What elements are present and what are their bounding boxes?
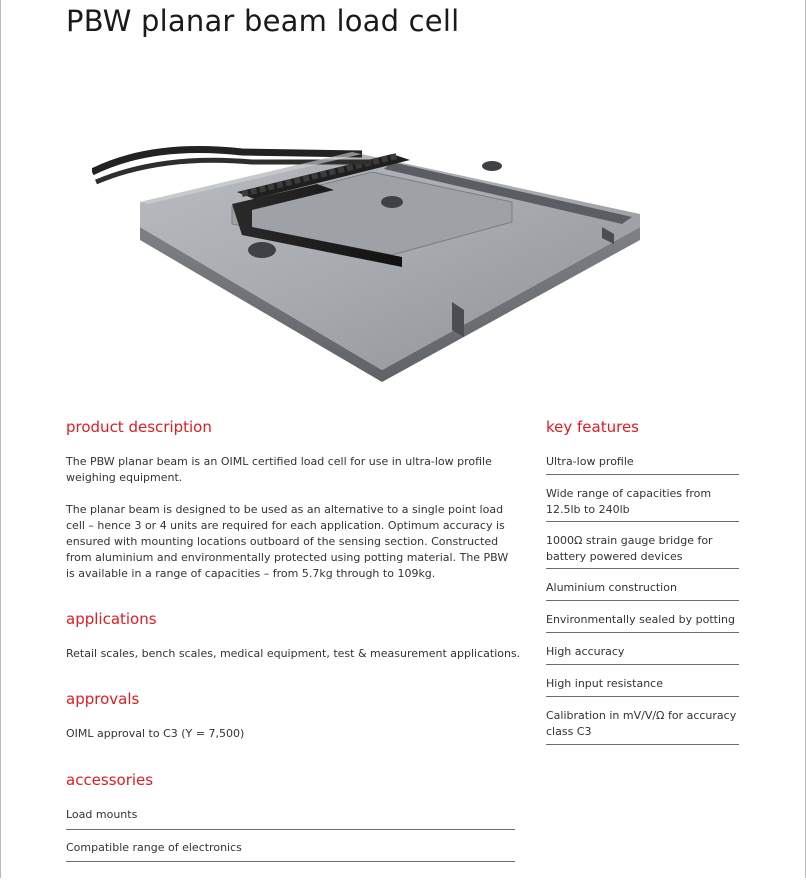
key-features-heading: key features [546, 418, 639, 436]
key-feature-item: 1000Ω strain gauge bridge for battery powered devices [546, 522, 739, 569]
key-feature-item: Aluminium construction [546, 569, 739, 601]
key-feature-item: Ultra-low profile [546, 454, 739, 475]
accessory-item: Compatible range of electronics [66, 830, 515, 862]
key-feature-item: Wide range of capacities from 12.5lb to 240lb [546, 475, 739, 522]
page-title: PBW planar beam load cell [66, 4, 460, 38]
product-description-heading: product description [66, 418, 212, 436]
product-image [92, 132, 672, 392]
accessory-item: Load mounts [66, 807, 515, 830]
key-feature-item: Calibration in mV/V/Ω for accuracy class C3 [546, 697, 739, 745]
key-feature-item: High input resistance [546, 665, 739, 697]
accessories-heading: accessories [66, 771, 154, 789]
applications-heading: applications [66, 610, 157, 628]
product-description-paragraph-2: The planar beam is designed to be used as an alternative to a single point load cell – hence 3 or 4 units are required for each application. Optimum accuracy is ensured with mounting locations outboard of the sensing section. Constructed from aluminium and environmentally protected using potting material. The PBW is available in a range of capacities – from 5.7kg through to 109kg. [66, 503, 509, 580]
approvals-heading: approvals [66, 690, 140, 708]
approvals-text: OIML approval to C3 (Y = 7,500) [66, 727, 245, 740]
accessories-list [66, 807, 515, 862]
applications-text: Retail scales, bench scales, medical equipment, test & measurement applications. [66, 647, 521, 660]
product-description-paragraph-1: The PBW planar beam is an OIML certified load cell for use in ultra-low profile weighing equipment. [66, 455, 492, 484]
key-feature-item: Environmentally sealed by potting [546, 601, 739, 633]
key-features-list [546, 454, 739, 745]
key-feature-item: High accuracy [546, 633, 739, 665]
